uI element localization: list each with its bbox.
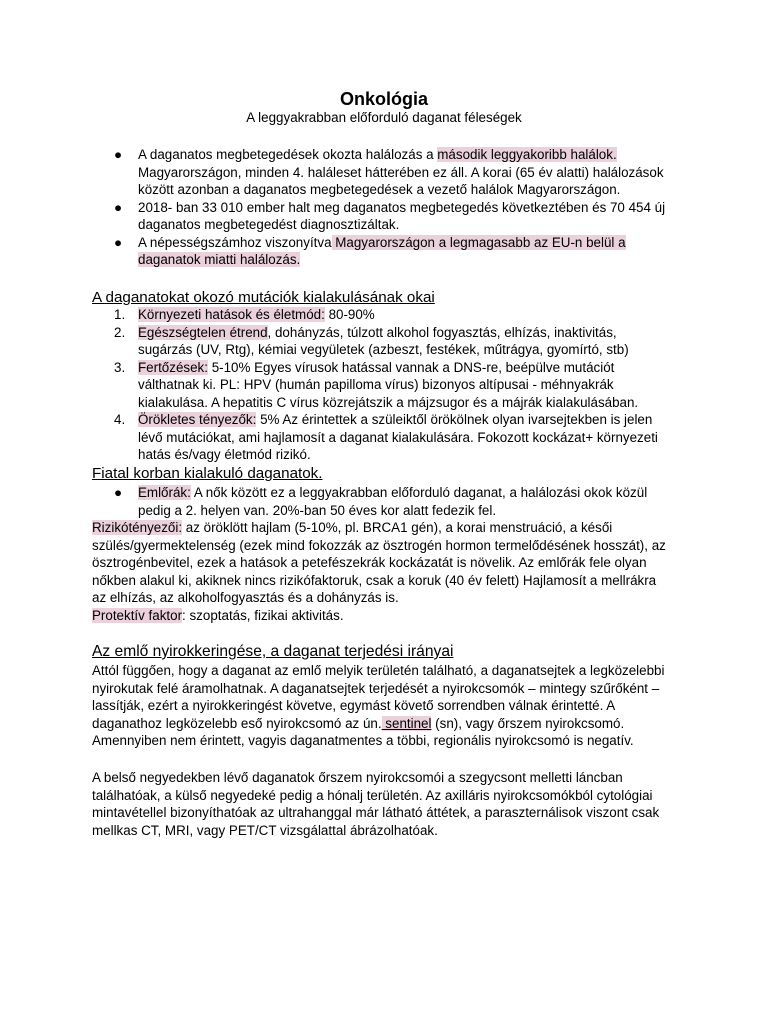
highlight: Fertőzések: bbox=[138, 359, 208, 375]
document-subtitle: A leggyakrabban előforduló daganat féleségek bbox=[246, 110, 522, 125]
list-item: 1. Környezeti hatások és életmód: 80-90% bbox=[114, 307, 375, 322]
highlight: második leggyakoribb halálok. bbox=[437, 147, 617, 162]
list-item: 2. Egészségtelen étrend, dohányzás, túlzott alkohol fogyasztás, elhízás, inaktivitás, sugárzás (UV, Rtg), kémiai vegyületek (azbeszt, festékek, műtrágya, gyomírtó, stb) bbox=[114, 324, 629, 357]
list-item: ● A daganatos megbetegedések okozta halálozás a második leggyakoribb halálok. Magyarországon, minden 4. haláleset hátterében ez áll. A korai (65 év alatti) halálozások között azonban a daganatos megbetegedések a vezető halálok Magyarországon. bbox=[114, 147, 664, 197]
highlight: sentinel bbox=[381, 715, 432, 731]
mutation-causes-list bbox=[92, 306, 672, 464]
list-item: ● Emlőrák: A nők között ez a leggyakrabban előforduló daganat, a halálozási okok közül pedig a 2. helyen van. 20%-ban 50 éves kor alatt fedezik fel. bbox=[114, 485, 648, 518]
highlight: Környezeti hatások és életmód: bbox=[138, 307, 325, 322]
list-item: ● 2018- ban 33 010 ember halt meg daganatos megbetegedés következtében és 70 454 új daganatos megbetegedést diagnosztizáltak. bbox=[114, 199, 666, 232]
highlight: Protektív faktor bbox=[92, 608, 183, 623]
section-heading-mutations: A daganatokat okozó mutációk kialakulásának okai bbox=[92, 289, 435, 306]
document-title: Onkológia bbox=[339, 89, 428, 109]
section-heading-young: Fiatal korban kialakuló daganatok. bbox=[92, 465, 323, 482]
young-bullet-list bbox=[92, 484, 672, 519]
lymph-paragraph-1: Attól függően, hogy a daganat az emlő melyik területén található, a daganatsejtek a legközelebbi nyirokutak felé áramolhatnak. A daganatsejtek terjedését a nyirokcsomók – mintegy szűrőként – lassítják, ezért a nyirokkeringést követve, egymást követő sorrendben válnak érintetté. A daganathoz legközelebb eső nyirokcsomó az ún. sentinel (sn), vagy őrszem nyirokcsomó. Amennyiben nem érintett, vagyis daganatmentes a többi, regionális nyirokcsomó is negatív. bbox=[92, 663, 665, 748]
risk-factors-paragraph: Rizikótényezői: az öröklött hajlam (5-10%, pl. BRCA1 gén), a korai menstruáció, a késői szülés/gyermektelenség (ezek mind fokozzák az ösztrogén hormon termelődésének hosszát), az ösztrogénbevitel, ezek a hatások a petefészekrák kockázatát is növelik. Az emlőrák fele olyan nőkben alakul ki, akiknek nincs rizikófaktoruk, csak a koruk (40 év felett) Hajlamosít a mellrákra az elhízás, az alkoholfogyasztás és a dohányzás is. bbox=[92, 520, 666, 605]
list-item: 3. Fertőzések: 5-10% Egyes vírusok hatással vannak a DNS-re, beépülve mutációt válthatnak ki. PL: HPV (humán papilloma vírus) bizonyos altípusai - méhnyakrák kialakulása. A hepatitis C vírus közrejátszik a májzsugor és a májrák kialakulásában. bbox=[114, 359, 639, 410]
bullet-icon: ● bbox=[114, 199, 123, 215]
bullet-icon: ● bbox=[114, 147, 123, 162]
section-heading-lymph: Az emlő nyirokkeringése, a daganat terjedési irányai bbox=[92, 643, 454, 660]
highlight: Egészségtelen étrend bbox=[138, 324, 268, 340]
intro-bullet-list bbox=[92, 146, 672, 269]
lymph-paragraph-2: A belső negyedekben lévő daganatok őrszem nyirokcsomói a szegycsont melletti láncban találhatóak, a külső negyedeké pedig a hónalj területén. Az axilláris nyirokcsomókból cytológiai mintavétellel bizonyíthatóak az ultrahanggal már látható áttétek, a paraszternálisok viszont csak mellkas CT, MRI, vagy PET/CT vizsgálattal ábrázolhatóak. bbox=[92, 770, 660, 838]
protective-factor-paragraph: Protektív faktor: szoptatás, fizikai aktivitás. bbox=[92, 608, 344, 623]
highlight: Rizikótényezői: bbox=[92, 520, 183, 535]
highlight: Emlőrák: bbox=[138, 485, 191, 500]
list-item: 4. Örökletes tényezők: 5% Az érintettek a szüleiktől örökölnek olyan ivarsejtekben is jelen lévő mutációkat, ami hajlamosít a daganat kialakulására. Fokozott kockázat+ környezeti hatás és/vagy életmód rizikó. bbox=[114, 412, 658, 462]
bullet-icon: ● bbox=[114, 234, 123, 250]
bullet-icon: ● bbox=[114, 485, 123, 500]
list-item: ● A népességszámhoz viszonyítva Magyarországon a legmagasabb az EU-n belül a daganatok miatti halálozás. bbox=[114, 234, 626, 267]
highlight: Magyarországon a legmagasabb az EU-n belül a daganatok miatti halálozás. bbox=[138, 234, 626, 267]
highlight: Örökletes tényezők: bbox=[138, 412, 257, 427]
